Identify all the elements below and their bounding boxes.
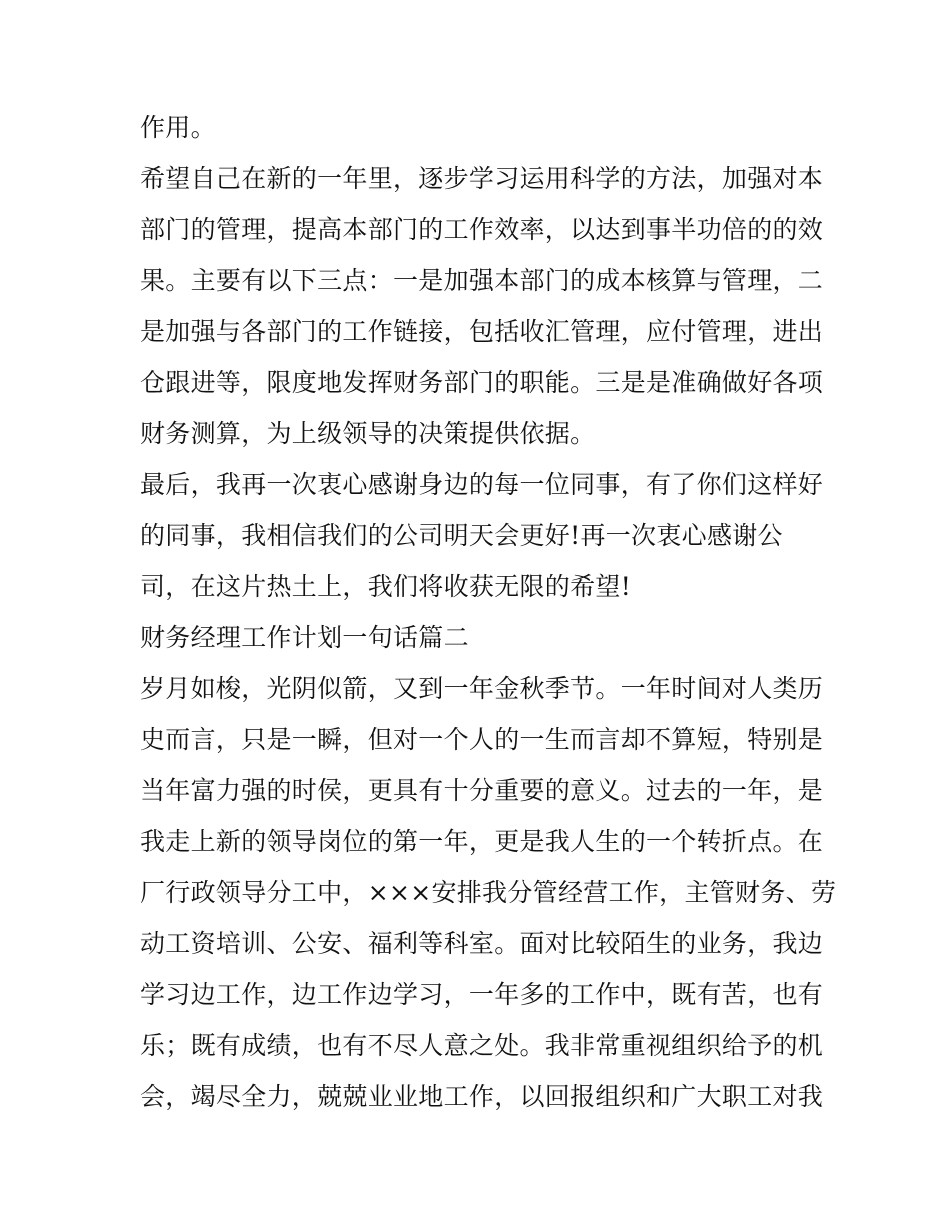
text-line: 我走上新的领导岗位的第一年，更是我人生的一个转折点。在 bbox=[140, 827, 824, 856]
text-line: 史而言，只是一瞬，但对一个人的一生而言却不算短，特别是 bbox=[140, 725, 824, 754]
section-heading: 财务经理工作计划一句话篇二 bbox=[140, 623, 469, 652]
text-line: 作用。 bbox=[140, 113, 216, 142]
text-line: 会，竭尽全力，兢兢业业地工作，以回报组织和广大职工对我 bbox=[140, 1082, 824, 1111]
text-line: 最后，我再一次衷心感谢身边的每一位同事，有了你们这样好 bbox=[140, 470, 824, 499]
text-line: 动工资培训、公安、福利等科室。面对比较陌生的业务，我边 bbox=[140, 929, 824, 958]
text-line: 仓跟进等，限度地发挥财务部门的职能。三是是准确做好各项 bbox=[140, 368, 824, 397]
text-line: 财务测算，为上级领导的决策提供依据。 bbox=[140, 419, 596, 448]
text-line: 学习边工作，边工作边学习，一年多的工作中，既有苦，也有 bbox=[140, 980, 824, 1009]
text-line: 乐；既有成绩，也有不尽人意之处。我非常重视组织给予的机 bbox=[140, 1031, 824, 1060]
text-line: 厂行政领导分工中，×××安排我分管经营工作，主管财务、劳 bbox=[140, 878, 837, 907]
text-line: 希望自己在新的一年里，逐步学习运用科学的方法，加强对本 bbox=[140, 164, 824, 193]
text-line: 部门的管理，提高本部门的工作效率，以达到事半功倍的的效 bbox=[140, 215, 824, 244]
text-line: 的同事，我相信我们的公司明天会更好!再一次衷心感谢公 bbox=[140, 521, 783, 550]
text-line: 司，在这片热土上，我们将收获无限的希望! bbox=[140, 572, 632, 601]
text-line: 当年富力强的时侯，更具有十分重要的意义。过去的一年，是 bbox=[140, 776, 824, 805]
text-line: 岁月如梭，光阴似箭，又到一年金秋季节。一年时间对人类历 bbox=[140, 674, 824, 703]
text-line: 果。主要有以下三点：一是加强本部门的成本核算与管理，二 bbox=[140, 266, 824, 295]
text-line: 是加强与各部门的工作链接，包括收汇管理，应付管理，进出 bbox=[140, 317, 824, 346]
